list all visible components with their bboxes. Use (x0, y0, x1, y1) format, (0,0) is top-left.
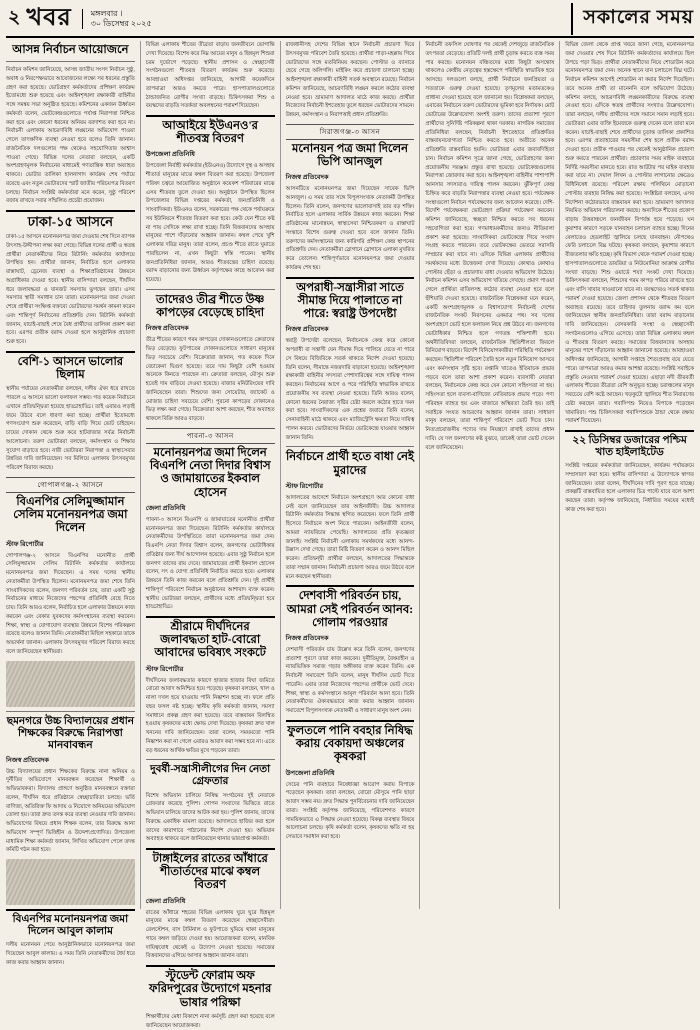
divider (286, 585, 415, 587)
newspaper-logo: সকালের সময় (571, 3, 694, 35)
article-body: আদালতের আদেশে নির্বাচনে অংশগ্রহণে আর কোনো বাধা নেই বলে জানিয়েছেন তার আইনজীবী। উচ্চ আদালত রিটার্নিং কর্মকর্তার সিদ্ধান্ত স্থগিত করেছেন। ফলে তিনি প্রার্থী হিসেবে নির্বাচনে অংশ নিতে পারবেন। আইনজীবী বলেন, আমরা ন্যায়বিচার পেয়েছি। আদালতের প্রতি কৃতজ্ঞতা জানাই। সংশ্লিষ্ট নির্বাচনী এলাকায় সমর্থকদের মধ্যে আনন্দ-উল্লাস দেখা গেছে। তারা মিষ্টি বিতরণ করেন ও আনন্দ মিছিল করেন। প্রতিদ্বন্দ্বী প্রার্থীরা বলছেন, আদালতের সিদ্ধান্তকে তারা সম্মান জানান। নির্বাচনী প্রচারণা আরও জমে উঠবে বলে মনে করছেন স্থানীয়রা। (285, 494, 415, 580)
article-headline: বেশি-১ আসনে ভালোর ছিলাম (17, 355, 124, 382)
article-body: আসনটিতে মনোনয়নপত্র জমা দিয়েছেন সাবেক ভিপি আনজুল। এ সময় তার সঙ্গে বিপুলসংখ্যক নেতাকর্মী উপস্থিত ছিলেন। তিনি বলেন, জনগণের ভালোবাসাই তার বড় শক্তি। নির্বাচিত হলে এলাকার সার্বিক উন্নয়নে কাজ করবেন। শিক্ষা প্রতিষ্ঠানের মানোন্নয়ন, স্বাস্থ্যসেবা নিশ্চিতকরণ ও রাস্তাঘাট সংস্কারে বিশেষ গুরুত্ব দেওয়া হবে বলে জানান তিনি। তরুণদের কর্মসংস্থানের জন্য কারিগরি প্রশিক্ষণ কেন্দ্র স্থাপনের প্রতিশ্রুতি দেন। নেতাকর্মীরা স্লোগানে স্লোগানে এলাকা মুখরিত করে তোলেন। শান্তিপূর্ণভাবে মনোনয়নপত্র জমা দেওয়ার কার্যক্রম শেষ হয়। (285, 186, 415, 271)
article-body: বিভিন্ন এলাকায় শীতের তীব্রতা বাড়ায় জনজীবনে ভোগান্তি দেখা দিয়েছে। বিশেষ করে নিম্ন আয়ের মানুষ ও ছিন্নমূল শিশুরা চরম দুর্ভোগে পড়েছে। স্থানীয় প্রশাসন ও স্বেচ্ছাসেবী সংগঠনগুলো শীতবস্ত্র বিতরণ কার্যক্রম শুরু করেছে। আবহাওয়া অধিদপ্তর জানিয়েছে, আগামী কয়েকদিনে তাপমাত্রা আরও কমতে পারে। হাসপাতালগুলোতে ঠান্ডাজনিত রোগীর সংখ্যা বাড়ছে। চিকিৎসকরা শিশু ও বয়স্কদের বাড়তি সতর্কতা অবলম্বনের পরামর্শ দিয়েছেন। (145, 42, 275, 110)
article-body: বিশেষ অভিযান চালিয়ে নিষিদ্ধ সংগঠনের দুই নেতাকে গ্রেফতার করেছে পুলিশ। গোপন সংবাদের ভিত্তিতে রাতে অভিযান চালিয়ে তাদের আটক করা হয়। পুলিশ জানায়, তাদের বিরুদ্ধে একাধিক মামলা রয়েছে। আদালতে হাজির করা হলে তাদের কারাগারে পাঠানোর নির্দেশ দেওয়া হয়। অভিযান অব্যাহত থাকবে বলে জানিয়েছেন থানার ভারপ্রাপ্ত কর্মকর্তা। (145, 792, 275, 843)
divider (6, 61, 135, 62)
article-headline: আআইয়ে ইউএনও'র শীতবস্ত্র বিতরণ (162, 120, 258, 146)
article-body: গোপালগঞ্জ-২ আসনে বিএনপির মনোনীত প্রার্থী সেলিমুজ্জামান সেলিম রিটার্নিং কর্মকর্তার কার্যালয়ে মনোনয়নপত্র জমা দিয়েছেন। এ সময় দলের স্থানীয় নেতাকর্মীরা উপস্থিত ছিলেন। মনোনয়নপত্র জমা শেষে তিনি সাংবাদিকদের বলেন, জনগণ পরিবর্তন চায়, তারা একটি সুষ্ঠু নির্বাচনের মাধ্যমে নিজেদের পছন্দের প্রতিনিধি বেছে নিতে চায়। তিনি আরও বলেন, নির্বাচিত হলে এলাকার উন্নয়নে কাজ করবেন এবং বেকার যুবকদের কর্মসংস্থানের ব্যবস্থা করবেন। শিক্ষা, স্বাস্থ্য ও যোগাযোগ ব্যবস্থার উন্নয়নে বিশেষ পরিকল্পনা রয়েছে বলেও জানান তিনি। নেতাকর্মীরা মিছিল সহকারে তাকে অভ্যর্থনা জানান। এলাকায় উৎসবমুখর পরিবেশ বিরাজ করছে বলে জানিয়েছেন স্থানীয়রা। (6, 552, 135, 655)
article-headline: নির্বাচনে প্রার্থী হতে বাধা নেই মুরাদের (285, 451, 415, 477)
article-byline: উপজেলা প্রতিনিধি (285, 769, 335, 777)
article-body: ঢাকা-১৫ আসনে মনোনয়নপত্র জমা দেওয়ার শেষ দিনে ব্যাপক উৎসাহ-উদ্দীপনা লক্ষ্য করা গেছে। বিভিন্ন দলের প্রার্থী ও স্বতন্ত্র প্রার্থীরা নেতাকর্মীদের নিয়ে রিটার্নিং কর্মকর্তার কার্যালয়ে উপস্থিত হন। প্রার্থীরা জানান, নির্বাচিত হলে এলাকার রাস্তাঘাট, ড্রেনেজ ব্যবস্থা ও শিক্ষাপ্রতিষ্ঠানের উন্নয়নে অগ্রাধিকার দেওয়া হবে। স্থানীয় বাসিন্দারা বলছেন, দীর্ঘদিন ধরে জলাবদ্ধতা ও যানজট সমস্যায় ভুগছেন তারা। এসব সমস্যার স্থায়ী সমাধান চান তারা। মনোনয়নপত্র জমা দেওয়া শেষে প্রার্থীরা সংক্ষিপ্ত বক্তব্যে ভোটারদের সমর্থন কামনা করেন এবং শান্তিপূর্ণ নির্বাচনের প্রতিশ্রুতি দেন। রিটার্নিং কর্মকর্তা জানান, যাচাই-বাছাই শেষে বৈধ প্রার্থীদের তালিকা প্রকাশ করা হবে। এরপর প্রতীক বরাদ্দ দেওয়া হলে আনুষ্ঠানিক প্রচারণা শুরু হবে। (6, 234, 135, 346)
article-byline: নিজস্ব প্রতিবেদক (6, 756, 49, 764)
article-body: নির্বাচন কমিশন জানিয়েছে, আসন্ন জাতীয় সংসদ নির্বাচন সুষ্ঠু, অবাধ ও নিরপেক্ষভাবে আয়োজনের লক্ষ্যে সব ধরনের প্রস্তুতি গ্রহণ করা হয়েছে। ভোটগ্রহণ কর্মকর্তাদের প্রশিক্ষণ কার্যক্রম ইতোমধ্যে শুরু হয়েছে এবং আইনশৃঙ্খলা রক্ষাকারী বাহিনীর সঙ্গে সমন্বয় সভা অনুষ্ঠিত হয়েছে। কমিশনের একজন ঊর্ধ্বতন কর্মকর্তা বলেন, ভোটকেন্দ্রগুলোতে পর্যাপ্ত নিরাপত্তা নিশ্চিত করা হবে এবং কোনো ধরনের অনিয়ম বরদাশত করা হবে না। নির্বাচনী এলাকায় আচরণবিধি লঙ্ঘনের অভিযোগ পাওয়া গেলে তাৎক্ষণিক ব্যবস্থা নেওয়া হবে বলেও তিনি জানান। রাজনৈতিক দলগুলোর পক্ষ থেকেও সহযোগিতার আশ্বাস পাওয়া গেছে। বিভিন্ন দলের নেতারা বলছেন, একটি অংশগ্রহণমূলক নির্বাচনের মাধ্যমেই গণতান্ত্রিক ধারা অব্যাহত থাকবে। ভোটার তালিকা হালনাগাদ কার্যক্রম শেষ পর্যায়ে রয়েছে এবং নতুন ভোটারদের স্মার্ট জাতীয় পরিচয়পত্র বিতরণ চলছে। নির্বাচন সংশ্লিষ্ট কর্মকর্তারা মনে করেন, সুষ্ঠু পরিবেশ বজায় রাখতে সবার সম্মিলিত প্রচেষ্টা প্রয়োজন। (6, 67, 135, 205)
article-byline: নিজস্ব প্রতিবেদক (145, 325, 189, 333)
article-kicker: পাবনা-৩ আসন (146, 428, 275, 444)
article-headline: দুবর্ষী-সন্ত্রাসীলীগের দিন নেতা গ্রেফতার (150, 764, 271, 788)
article-body: সেচের পানি ব্যবহারে নিষেধাজ্ঞা আরোপ করায় বিপাকে পড়েছেন কৃষকরা। তারা বলছেন, বোরো মৌসুমে পানি ছাড়া আবাদ সম্ভব নয়। দ্রুত সিদ্ধান্ত পুনর্বিবেচনার দাবি জানিয়েছেন তারা। সংশ্লিষ্ট কর্তৃপক্ষ জানিয়েছে, পরিবেশগত কারণে সাময়িকভাবে এ সিদ্ধান্ত নেওয়া হয়েছে। বিকল্প ব্যবস্থার বিষয়ে আলোচনা চলছে। কৃষি কর্মকর্তা বলেন, কৃষকদের ক্ষতি না হয় সেভাবে সমাধান করা হবে। (285, 781, 415, 841)
article-photo (6, 859, 135, 905)
article-byline: জেলা প্রতিনিধি (145, 504, 186, 512)
article-headline: স্টুডেন্ট ফোরাম অফ ফরিদপুরের উদ্যোগে মহনার ভাষার পরিক্ষা (149, 970, 272, 1009)
divider (146, 115, 275, 117)
article-byline: স্টাফ রিপোর্টার (285, 482, 324, 490)
column-grid (6, 41, 694, 1029)
divider (6, 351, 135, 353)
article-kicker: সিরাজগঞ্জ-৩ আসন (286, 124, 415, 140)
divider (6, 711, 135, 712)
divider (286, 277, 415, 279)
divider (146, 289, 275, 290)
article-byline: উপজেলা প্রতিনিধি (145, 151, 195, 159)
article-headline: মনোনয়ন পত্র জমা দিলেন ভিপি আনজুল (292, 142, 408, 168)
divider (286, 720, 415, 722)
divider (146, 965, 275, 967)
divider (146, 848, 275, 850)
article-byline: নিজস্ব প্রতিবেদক (285, 634, 329, 642)
divider (146, 759, 275, 760)
article-body: রাতের আঁধারে শহরের বিভিন্ন এলাকায় ঘুরে ঘুরে ছিন্নমূল মানুষের মাঝে কম্বল বিতরণ করেছেন স্বেচ্ছাসেবীরা। রেলস্টেশন, বাস টার্মিনাল ও ফুটপাতে ঘুমিয়ে থাকা মানুষের গায়ে কম্বল জড়িয়ে দেওয়া হয়। আয়োজকরা বলেন, মানবিক দায়িত্ববোধ থেকেই এ উদ্যোগ নেওয়া হয়েছে। সমাজের বিত্তবানদের এগিয়ে আসার আহ্বান জানান তারা। (145, 909, 275, 960)
article-body: দীর্ঘদিনের জলাবদ্ধতার কারণে হাজার হাজার বিঘা জমিতে বোরো আবাদ অনিশ্চিত হয়ে পড়েছে। কৃষকরা বলছেন, খাল ও নালা দখল হয়ে যাওয়ায় পানি নিষ্কাশন হচ্ছে না। ফলে প্রতি বছর ফসল নষ্ট হচ্ছে। স্থানীয় কৃষি কর্মকর্তা জানান, সমস্যা সমাধানে প্রকল্প গ্রহণ করা হয়েছে। তবে বাস্তবায়ন বিলম্বিত হওয়ায় কৃষকদের মধ্যে ক্ষোভ দেখা দিয়েছে। কৃষকরা দ্রুত খাল খননের দাবি জানিয়েছেন। তারা বলেন, সময়মতো পানি নিষ্কাশন করা না গেলে এবারও আবাদ করা সম্ভব হবে না। এতে বড় ধরনের আর্থিক ক্ষতির মুখে পড়বেন তারা। (145, 677, 275, 754)
article-body: শিক্ষার্থীদের মেধা বিকাশে নানা কর্মসূচি গ্রহণ করা হয়েছে বলে জানিয়েছেন আয়োজকরা। (145, 1013, 275, 1029)
divider (565, 430, 694, 432)
article-byline: জেলা প্রতিনিধি (145, 897, 186, 905)
masthead (6, 4, 694, 38)
article-headline: বিএনপির মনোনয়নপত্র জমা দিলেন আবুল কালাম (12, 914, 129, 938)
article-byline: নিজস্ব প্রতিবেদক (285, 326, 329, 334)
page-number: ২ (8, 7, 21, 28)
section-title: খবর (26, 5, 72, 31)
article-byline: স্টাফ রিপোর্টার (6, 540, 44, 548)
divider (146, 616, 275, 618)
article-byline: নিজস্ব প্রতিবেদক (285, 174, 329, 182)
article-body: নির্বাচনী তফসিল ঘোষণার পর থেকেই দেশজুড়ে রাজনৈতিক তৎপরতা বেড়েছে। প্রতিটি দলই প্রার্থী চূড়ান্ত করতে ব্যস্ত সময় পার করছে। মনোনয়ন বঞ্চিতদের মধ্যে কিছুটা অসন্তোষ থাকলেও কেন্দ্রীয় নেতৃত্বের হস্তক্ষেপে পরিস্থিতি স্বাভাবিক হয়ে আসছে। দলগুলো বলছে, প্রার্থী নির্বাচনে জনপ্রিয়তা ও সততাকে গুরুত্ব দেওয়া হয়েছে। তৃণমূলের মতামতকেও প্রাধান্য দেওয়া হয়েছে বলে জানানো হয়। বিশ্লেষকরা বলছেন, এবারের নির্বাচনে তরুণ ভোটারদের ভূমিকা হবে নির্ণায়ক। মোট ভোটারের উল্লেখযোগ্য অংশই তরুণ। তাদের প্রত্যাশা পূরণে প্রার্থীদের সুনির্দিষ্ট পরিকল্পনা থাকা দরকার। নাগরিক সমাজের প্রতিনিধিরা বলছেন, নির্বাচনী ইশতেহারে প্রতিশ্রুতির বাস্তবায়নযোগ্যতা নিশ্চিত করতে হবে। অতীতে অনেক প্রতিশ্রুতি বাস্তবায়িত হয়নি। ভোটাররা এবার জবাবদিহিতা চান। নির্বাচন কমিশন সূত্রে জানা গেছে, ভোটগ্রহণের জন্য প্রয়োজনীয় সরঞ্জাম প্রস্তুত রাখা হয়েছে। ভোটকেন্দ্রগুলোর নিরাপত্তা জোরদার করা হবে। আইনশৃঙ্খলা বাহিনীর পাশাপাশি আনসার সদস্যরাও দায়িত্ব পালন করবেন। ঝুঁকিপূর্ণ কেন্দ্র চিহ্নিত করে বাড়তি নিরাপত্তার ব্যবস্থা নেওয়া হবে। পর্যবেক্ষক সংস্থাগুলো নির্বাচন পর্যবেক্ষণের জন্য আবেদন করেছে। দেশি-বিদেশি পর্যবেক্ষকরা ভোটগ্রহণ প্রক্রিয়া পর্যবেক্ষণ করবেন। কমিশন জানিয়েছে, স্বচ্ছতা নিশ্চিত করতে সব ধরনের সহযোগিতা করা হবে। গণমাধ্যমকর্মীদের জন্যও নীতিমালা প্রকাশ করা হয়েছে। সাংবাদিকরা ভোটকেন্দ্রে গিয়ে সংবাদ সংগ্রহ করতে পারবেন। তবে ভোটকক্ষের ভেতরে সরাসরি সম্প্রচার করা যাবে না। এদিকে বিভিন্ন এলাকায় প্রার্থীদের সমর্থকদের মধ্যে উত্তেজনা দেখা দিয়েছে। কোথাও কোথাও পোস্টার ছেঁড়া ও প্রচারণায় বাধা দেওয়ার অভিযোগ উঠেছে। নির্বাচন কমিশন এসব অভিযোগ খতিয়ে দেখছে। প্রমাণ পাওয়া গেলে প্রার্থিতা বাতিলসহ কঠোর ব্যবস্থা নেওয়া হবে বলে হুঁশিয়ারি দেওয়া হয়েছে। রাজনৈতিক বিশ্লেষকরা মনে করেন, একটি অংশগ্রহণমূলক ও বিশ্বাসযোগ্য নির্বাচনই দেশের রাজনৈতিক সংকট নিরসনের একমাত্র পথ। সব দলের অংশগ্রহণে ভোট হলে ফলাফল নিয়ে প্রশ্ন উঠবে না। জনগণের ভোটাধিকার নিশ্চিত হলে গণতন্ত্র শক্তিশালী হবে। অর্থনীতিবিদরা বলছেন, রাজনৈতিক স্থিতিশীলতা ফিরলে বিনিয়োগ বাড়বে। বিদেশি বিনিয়োগকারীরা পরিস্থিতি পর্যবেক্ষণ করছেন। স্থিতিশীল পরিবেশ তৈরি হলে নতুন বিনিয়োগ আসবে এবং কর্মসংস্থান সৃষ্টি হবে। রপ্তানি খাতেও ইতিবাচক প্রভাব পড়বে বলে তারা আশা প্রকাশ করেন। ব্যবসায়ী নেতারা বলছেন, নির্বাচনকে কেন্দ্র করে যেন কোনো সহিংসতা না হয়। সহিংসতা হলে ব্যবসা-বাণিজ্যে নেতিবাচক প্রভাব পড়ে। পণ্য পরিবহন ব্যাহত হয় এবং বাজারে অস্থিরতা তৈরি হয়। তাই সবাইকে সংযত আচরণের আহ্বান জানান তারা। সাধারণ মানুষ বলছেন, তারা শান্তিপূর্ণ পরিবেশে ভোট দিতে চান। নিত্যপ্রয়োজনীয় পণ্যের দাম নিয়ন্ত্রণে রাখাই তাদের প্রধান দাবি। যে দল জনগণের কষ্ট বুঝবে, তাকেই তারা ভোট দেবেন বলে জানিয়েছেন। (425, 42, 555, 451)
article-body: স্বরাষ্ট্র উপদেষ্টা বলেছেন, নির্বাচনকে কেন্দ্র করে কোনো অপরাধী বা সন্ত্রাসী যেন সীমান্ত দিয়ে পালিয়ে যেতে না পারে সে বিষয়ে বিজিবিকে সতর্ক থাকতে নির্দেশ দেওয়া হয়েছে। তিনি বলেন, সীমান্তে নজরদারি বাড়ানো হয়েছে। আইনশৃঙ্খলা রক্ষাকারী বাহিনীর সদস্যরা পেশাদারিত্বের সঙ্গে দায়িত্ব পালন করছেন। নির্বাচনের আগে ও পরে পরিস্থিতি স্বাভাবিক রাখতে প্রয়োজনীয় সব ব্যবস্থা নেওয়া হয়েছে। তিনি আরও বলেন, কোনো ধরনের নৈরাজ্য সৃষ্টির চেষ্টা করলে কঠোর হাতে দমন করা হবে। সাংবাদিকদের এক প্রশ্নের জবাবে তিনি বলেন, সেনাবাহিনী মাঠে থাকবে এবং ম্যাজিস্ট্রেসি ক্ষমতা নিয়ে দায়িত্ব পালন করবে। ভোটারদের নির্ভয়ে ভোটকেন্দ্রে যাওয়ার আহ্বান জানান তিনি। (285, 338, 415, 441)
article-headline: মনোনয়নপত্র জমা দিলেন বিএনপি নেতা দিদার বিশ্বাস ও জামায়াতের ইকবাল হোসেন (149, 446, 271, 499)
column-4 (425, 41, 560, 909)
article-body: উচ্চ বিদ্যালয়ের প্রধান শিক্ষকের বিরুদ্ধে নানা অনিয়ম ও দুর্নীতির অভিযোগে মানববন্ধন করেছেন শিক্ষার্থী ও অভিভাবকরা। বিদ্যালয় প্রাঙ্গণে অনুষ্ঠিত মানববন্ধনে বক্তারা বলেন, দীর্ঘদিন ধরে প্রতিষ্ঠানে স্বেচ্ছাচারিতা চলছে। ভর্তি বাণিজ্য, অতিরিক্ত ফি আদায় ও নিয়োগে অনিয়মের অভিযোগ তোলা হয়। তারা দ্রুত তদন্ত করে ব্যবস্থা নেওয়ার দাবি জানান। অভিযোগের বিষয়ে প্রধান শিক্ষক বলেন, তার বিরুদ্ধে আনা অভিযোগ সম্পূর্ণ ভিত্তিহীন ও উদ্দেশ্যপ্রণোদিত। উপজেলা মাধ্যমিক শিক্ষা কর্মকর্তা জানান, লিখিত অভিযোগ পেলে তদন্ত কমিটি গঠন করা হবে। (6, 768, 135, 854)
article-body: দলীয় মনোনয়ন পেয়ে আনুষ্ঠানিকভাবে মনোনয়নপত্র জমা দিয়েছেন আবুল কালাম। এ সময় তিনি নেতাকর্মীদের ধৈর্য ধরে কাজ করার আহ্বান জানান। (6, 942, 135, 966)
masthead-date-day: মঙ্গলবার । (90, 9, 123, 18)
article-kicker: গোপালগঞ্জ-২ আসনে (6, 477, 135, 493)
article-body: সংশ্লিষ্ট দপ্তরের কর্মকর্তারা জানিয়েছেন, কার্যক্রম পর্যায়ক্রমে সম্প্রসারণ করা হবে। স্থানীয় বাসিন্দারা এ উদ্যোগকে স্বাগত জানিয়েছেন। তারা বলেন, দীর্ঘদিনের দাবি পূরণ হতে যাচ্ছে। প্রকল্পটি বাস্তবায়িত হলে এলাকার চিত্র পাল্টে যাবে বলে আশা করছেন তারা। কর্তৃপক্ষ জানিয়েছে, নির্ধারিত সময়ের মধ্যেই কাজ শেষ করা হবে। (565, 463, 694, 513)
article-headline: ২২ ডিসিম্বর ডজারের পশ্চিম খাত হাইলাইটেড (572, 435, 687, 459)
article-headline: দেশবাসী পরিবর্তন চায়, আমরা সেই পরিবর্তন আনব: গোলাম পরওয়ার (286, 590, 414, 629)
article-photo (6, 661, 135, 707)
article-headline: ছমনগরে উচ্চ বিদ্যালয়ের প্রধান শিক্ষকের বিরুদ্ধে নিরাপত্তা মানবাবন্ধন (6, 715, 135, 751)
article-headline: শ্রীরামে দীর্ঘদিনের জলাবদ্ধতা হাট-বোরো আবাদের ভবিষ্যৎ সংকটে (154, 621, 266, 660)
article-body: স্থানীয় পর্যায়ের নেতাকর্মীরা বলছেন, দলীয় ঐক্য ধরে রাখতে পারলে এ আসনে ভালো ফলাফল সম্ভব। গত কয়েক নির্বাচনে এখানে প্রতিদ্বন্দ্বিতা হয়েছে হাড্ডাহাড্ডি। তাই এবারও লড়াই জমে উঠবে বলে ধারণা করা হচ্ছে। প্রার্থীরা ইতোমধ্যে গণসংযোগ শুরু করেছেন, বাড়ি বাড়ি গিয়ে ভোট চাইছেন। চায়ের দোকান থেকে শুরু করে হাটবাজার সর্বত্র নির্বাচনী আলোচনা। তরুণ ভোটাররা বলছেন, কর্মসংস্থান ও শিক্ষার সুযোগ বাড়াতে হবে। নারী ভোটাররা নিরাপত্তা ও স্বাস্থ্যসেবার উন্নতির দাবি জানিয়েছেন। সব মিলিয়ে এলাকায় উৎসবমুখর পরিবেশ বিরাজ করছে। (6, 386, 135, 472)
column-3 (286, 41, 421, 909)
article-headline: ঢাকা-১৫ আসনে (27, 214, 113, 230)
article-body: দেশবাসী পরিবর্তন চায় উল্লেখ করে তিনি বলেন, জনগণের প্রত্যাশা পূরণে তারা কাজ করবেন। দুর্নীতিমুক্ত, বৈষম্যহীন ও ন্যায়ভিত্তিক সমাজ গড়ার অঙ্গীকার ব্যক্ত করেন তিনি। এক নির্বাচনী সমাবেশে তিনি বলেন, মানুষ দীর্ঘদিন ভোট দিতে পারেনি। এবার তারা নিজেদের পছন্দের প্রার্থীকে ভোট দেবে। শিক্ষা, স্বাস্থ্য ও কর্মসংস্থানে আমূল পরিবর্তন আনা হবে। তিনি নেতাকর্মীদের ঐক্যবদ্ধভাবে কাজ করার আহ্বান জানান। সমাবেশে বিপুলসংখ্যক নেতাকর্মী ও সাধারণ মানুষ অংশ নেন। (285, 646, 415, 715)
article-body: উপজেলা নির্বাহী কর্মকর্তার (ইউএনও) উদ্যোগে দুস্থ ও অসহায় শীতার্ত মানুষের মাঝে কম্বল বিতরণ করা হয়েছে। উপজেলা পরিষদ চত্বরে আয়োজিত অনুষ্ঠানে কয়েকশ পরিবারের মাঝে এসব শীতবস্ত্র তুলে দেওয়া হয়। অনুষ্ঠানে উপস্থিত ছিলেন উপজেলার বিভিন্ন দপ্তরের কর্মকর্তা, জনপ্রতিনিধি ও সাংবাদিকরা। ইউএনও বলেন, সরকারের পক্ষ থেকে পর্যায়ক্রমে সব ইউনিয়নে শীতবস্ত্র বিতরণ করা হবে। কেউ যেন শীতে কষ্ট না পায় সেদিকে লক্ষ্য রাখা হচ্ছে। তিনি বিত্তবানদের অসহায় মানুষের পাশে দাঁড়ানোর আহ্বান জানান। কম্বল পেয়ে খুশি এলাকার দরিদ্র মানুষ। তারা বলেন, প্রচণ্ড শীতে রাতে ঘুমাতে পারছিলেন না, এখন কিছুটা স্বস্তি পাবেন। স্থানীয় জনপ্রতিনিধিরা জানান, আরও শীতবস্ত্রের চাহিদা রয়েছে। বরাদ্দ বাড়ানোর জন্য ঊর্ধ্বতন কর্তৃপক্ষের কাছে আবেদন করা হয়েছে। (145, 163, 275, 284)
article-body: পাবনা-৩ আসনে বিএনপি ও জামায়াতের মনোনীত প্রার্থীরা মনোনয়নপত্র জমা দিয়েছেন। রিটার্নিং কর্মকর্তার কার্যালয়ে নেতাকর্মীদের উপস্থিতিতে তারা মনোনয়নপত্র জমা দেন। বিএনপি নেতা দিদার বিশ্বাস বলেন, জনগণের ভোটাধিকার প্রতিষ্ঠার জন্য দীর্ঘ আন্দোলন হয়েছে। এবার সুষ্ঠু নির্বাচন হলে জনগণ তাদের রায় দেবে। জামায়াতের প্রার্থী ইকবাল হোসেন বলেন, সৎ ও যোগ্য প্রতিনিধি নির্বাচিত করতে হবে। এলাকার উন্নয়নে তিনি কাজ করবেন বলে প্রতিশ্রুতি দেন। দুই প্রার্থীই শান্তিপূর্ণ পরিবেশে নির্বাচন অনুষ্ঠানের আশাবাদ ব্যক্ত করেন। স্থানীয় ভোটাররা বলছেন, প্রার্থীদের মধ্যে প্রতিদ্বন্দ্বিতা হবে হাড্ডাহাড্ডি। (145, 516, 275, 611)
divider (6, 210, 135, 212)
article-headline: ফুলতলে পানি ববহার নিষিদ্ধ করায় বেকায়দা অঞ্চলের কৃষকরা (287, 724, 413, 764)
divider (6, 909, 135, 911)
article-headline: বিএনপির সেলিমুজ্জামান সেলিম মনোনয়নপত্র জমা দিলেন (13, 495, 128, 535)
divider (286, 446, 415, 447)
article-byline: স্টাফ রিপোর্টার (145, 665, 184, 673)
column-5 (565, 41, 694, 909)
article-body: রাজধানীসহ দেশের বিভিন্ন স্থানে নির্বাচনী প্রচারণা ঘিরে উৎসবমুখর পরিবেশ তৈরি হয়েছে। প্রার্থীরা পাড়া-মহল্লায় গিয়ে ভোটারদের সঙ্গে মতবিনিময় করছেন। পোস্টার ও ব্যানারে ছেয়ে গেছে অলিগলি। মাইকিং করে প্রচারণা চালানো হচ্ছে। আইনশৃঙ্খলা রক্ষাকারী বাহিনী সতর্ক অবস্থানে রয়েছে। নির্বাচন কমিশন জানিয়েছে, আচরণবিধি লঙ্ঘন করলে কঠোর ব্যবস্থা নেওয়া হবে। ভ্রাম্যমাণ আদালত মাঠে কাজ করছে। প্রার্থীরা নিজেদের নির্বাচনী ইশতেহার তুলে ধরছেন ভোটারদের সামনে। উন্নয়ন, কর্মসংস্থান ও নিরাপত্তাই প্রধান প্রতিশ্রুতি। (285, 42, 415, 118)
column-1 (6, 41, 141, 966)
article-body: বিভিন্ন জেলা থেকে প্রাপ্ত খবরে জানা গেছে, মনোনয়নপত্র জমা দেওয়ার শেষ দিনে রিটার্নিং কর্মকর্তাদের কার্যালয়ে ছিল উপচে পড়া ভিড়। প্রার্থীরা নেতাকর্মীদের নিয়ে শোডাউন করে মনোনয়নপত্র জমা দেন। অনেক স্থানে যান চলাচলে বিঘ্ন ঘটে। নির্বাচন কমিশন আগেই শোডাউন না করার নির্দেশ দিয়েছিল। তবে অনেক প্রার্থী তা মানেননি বলে অভিযোগ উঠেছে। কমিশন বলছে, আচরণবিধি লঙ্ঘনকারীদের বিরুদ্ধে ব্যবস্থা নেওয়া হবে। এদিকে স্বতন্ত্র প্রার্থীদের সংখ্যাও উল্লেখযোগ্য। তারা বলছেন, দলীয় প্রার্থীদের সঙ্গে সমানে সমান লড়াই হবে। ভোটাররা এবার ব্যক্তি ইমেজকে গুরুত্ব দেবেন বলে তারা মনে করেন। যাচাই-বাছাই শেষে প্রার্থীদের চূড়ান্ত তালিকা প্রকাশিত হবে। এরপর প্রত্যাহারের সময়সীমা শেষ হলে প্রতীক বরাদ্দ দেওয়া হবে। প্রতীক পাওয়ার পর থেকেই আনুষ্ঠানিক প্রচারণা শুরু করতে পারবেন প্রার্থীরা। প্রচারণার সময় মাইক ব্যবহারে নির্দিষ্ট সময়সীমা মানতে হবে। রাত আটটার পর মাইক ব্যবহার করা যাবে না। দেয়াল লিখন ও পোস্টার লাগানোর ক্ষেত্রেও বিধিনিষেধ রয়েছে। পরিবেশ রক্ষায় পলিথিনে মোড়ানো পোস্টার ব্যবহার নিষিদ্ধ করা হয়েছে। সংশ্লিষ্টরা বলছেন, এসব নির্দেশনা কঠোরভাবে বাস্তবায়ন করা হবে। ভ্রাম্যমাণ আদালত নিয়মিত অভিযান পরিচালনা করছে। অন্যদিকে শীতের প্রকোপ বাড়ায় উত্তরাঞ্চলে জনজীবন বিপর্যস্ত হয়ে পড়েছে। ঘন কুয়াশার কারণে সড়কে যানবাহন চলাচল ব্যাহত হচ্ছে। দিনের বেলাতেও হেডলাইট জ্বালিয়ে চলছে যানবাহন। নৌপথেও ফেরি চলাচলে বিঘ্ন ঘটছে। কৃষকরা বলছেন, কুয়াশার কারণে বীজতলার ক্ষতি হচ্ছে। কৃষি বিভাগ থেকে পরামর্শ দেওয়া হচ্ছে। হাসপাতালগুলোতে ডায়রিয়া ও নিউমোনিয়া আক্রান্ত রোগীর সংখ্যা বাড়ছে। শিশু ওয়ার্ডে শয্যা সংকট দেখা দিয়েছে। চিকিৎসকরা বলছেন, শিশুদের গরম কাপড় পরিয়ে রাখতে হবে এবং বাসি খাবার খাওয়ানো যাবে না। বয়স্কদেরও সতর্ক থাকার পরামর্শ দেওয়া হয়েছে। জেলা প্রশাসন থেকে শীতবস্ত্র বিতরণ অব্যাহত রয়েছে। তবে চাহিদার তুলনায় বরাদ্দ কম বলে জানিয়েছেন স্থানীয় জনপ্রতিনিধিরা। তারা বরাদ্দ বাড়ানোর দাবি জানিয়েছেন। বেসরকারি সংস্থা ও স্বেচ্ছাসেবী সংগঠনগুলোও এগিয়ে এসেছে। তারা বিভিন্ন এলাকায় কম্বল ও শীতবস্ত্র বিতরণ করছে। সমাজের বিত্তবানদের অসহায় মানুষের পাশে দাঁড়ানোর আহ্বান জানানো হয়েছে। আবহাওয়া অধিদপ্তর জানিয়েছে, আগামী সপ্তাহে শৈত্যপ্রবাহ বয়ে যেতে পারে। তাপমাত্রা আরও কমার আশঙ্কা রয়েছে। সংশ্লিষ্ট সবাইকে প্রস্তুতি নেওয়ার পরামর্শ দেওয়া হয়েছে। এছাড়া নদী তীরবর্তী এলাকায় শীতের তীব্রতা বেশি অনুভূত হচ্ছে। চরাঞ্চলের মানুষ সবচেয়ে বেশি কষ্টে আছেন। খড়কুটো জ্বালিয়ে শীত নিবারণের চেষ্টা করছেন তারা। গবাদিপশু নিয়েও বিপাকে পড়েছেন খামারিরা। পশু চিকিৎসকরা গবাদিপশুকে ঠান্ডা থেকে রক্ষায় পরামর্শ দিয়েছেন। (565, 42, 694, 425)
article-headline: অপরাধী-সন্ত্রাসীরা সাতে সীমান্ত দিয়ে পালাতে না পারে: স্বরাষ্ট্র উপদেষ্টা (296, 281, 404, 321)
article-headline: আসন্ন নির্বাচন আয়োজনে (12, 44, 129, 56)
masthead-date-full: ৩০ ডিসেম্বর ২০২৫ (90, 19, 152, 28)
masthead-date (82, 9, 152, 29)
column-2 (145, 41, 281, 1029)
article-body: তীব্র শীতের কারণে গরম কাপড়ের দোকানগুলোতে ক্রেতাদের ভিড় বেড়েছে। ফুটপাতের দোকানগুলোতে সাধারণ মানুষের ভিড় সবচেয়ে বেশি। বিক্রেতারা জানান, গত কয়েক দিনে বেচাকেনা দ্বিগুণ হয়েছে। তবে দাম কিছুটা বেশি হওয়ায় অনেকে কিনতে পারছেন না। ক্রেতারা বলছেন, মৌসুম শুরু হতেই দাম বাড়িয়ে দেওয়া হয়েছে। বাজার মনিটরিংয়ের দাবি জানিয়েছেন তারা। শিশুদের জন্য সোয়েটার, জ্যাকেট ও মোজার চাহিদা সবচেয়ে বেশি। পুরনো কাপড়ের দোকানেও ভিড় লক্ষ্য করা গেছে। বিক্রেতারা আশা করছেন, শীত অব্যাহত থাকলে বিক্রি আরও বাড়বে। (145, 337, 275, 423)
article-headline: টাঙ্গাইলের রাতের আঁধারে শীতার্তদের মাঝে কম্বল বিতরণ (152, 853, 268, 892)
article-headline: তাদেরও তীব্র শীতে উষ্ণ কাপড়ের বেড়েছে চাহিদা (155, 293, 265, 320)
